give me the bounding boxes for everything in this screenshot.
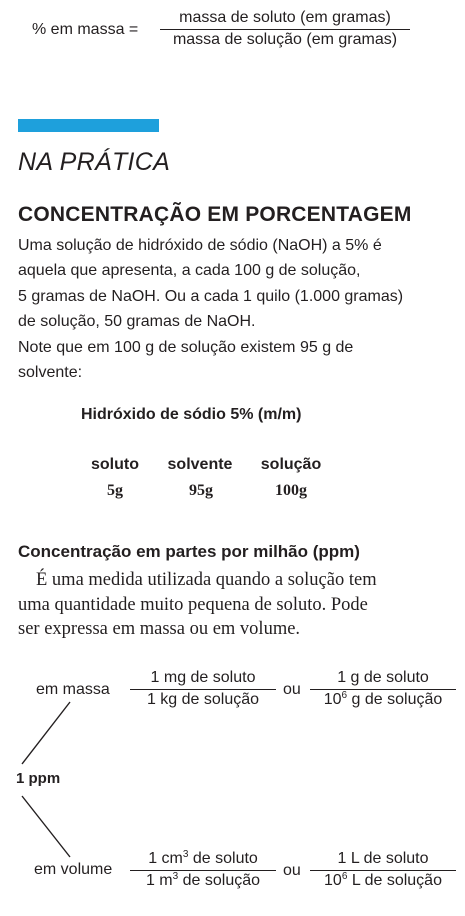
fraction-numerator: 1 $cm^3$ de soluto bbox=[148, 849, 258, 867]
body-line: Uma solução de hidróxido de sódio (NaOH) a 5% é bbox=[18, 237, 382, 254]
mass-fraction-1 bbox=[130, 669, 276, 709]
fraction-denominator: massa de solução (em gramas) bbox=[172, 31, 398, 49]
body-line: Note que em 100 g de solução existem 95 g de bbox=[18, 338, 354, 356]
fraction-numerator: 1 L de soluto bbox=[337, 850, 429, 867]
ppm-text-line: É uma medida utilizada quando a solução tem bbox=[36, 570, 377, 590]
example-header-solucao: solução bbox=[260, 456, 322, 473]
example-title: Hidróxido de sódio 5% (m/m) bbox=[81, 406, 302, 423]
body-line: solvente: bbox=[18, 364, 83, 382]
example-header-solvente: solvente bbox=[167, 456, 233, 473]
percent-mass-label: % em massa = bbox=[32, 21, 139, 38]
example-value-solvente: 95g bbox=[189, 482, 213, 499]
example-value-solucao: 100g bbox=[275, 482, 307, 499]
ppm-center-label: 1 ppm bbox=[16, 770, 61, 787]
example-header-soluto: soluto bbox=[91, 456, 139, 473]
mass-fraction-2 bbox=[310, 669, 456, 709]
fraction-denominator: 1 $m^3$ de solução bbox=[145, 871, 261, 890]
fraction-bar bbox=[130, 689, 276, 690]
section-label: NA PRÁTICA bbox=[18, 148, 171, 176]
example-value-soluto: 5g bbox=[107, 482, 123, 499]
fraction-denominator: $10^6$ L de solução bbox=[324, 871, 442, 890]
body-line: 5 gramas de NaOH. Ou a cada 1 quilo (1.000 gramas) bbox=[18, 287, 404, 305]
ppm-or-volume: ou bbox=[283, 862, 301, 879]
ppm-mass-label: em massa bbox=[36, 681, 110, 698]
body-line: aquela que apresenta, a cada 100 g de solução, bbox=[18, 262, 361, 280]
fraction-denominator: $10^6$ g de solução bbox=[323, 690, 443, 709]
volume-fraction-2 bbox=[310, 850, 456, 890]
ppm-volume-label: em volume bbox=[34, 861, 113, 878]
section-heading: CONCENTRAÇÃO EM PORCENTAGEM bbox=[18, 203, 412, 226]
fraction-numerator: 1 mg de soluto bbox=[150, 669, 256, 686]
fraction-numerator: 1 g de soluto bbox=[337, 669, 429, 686]
fraction-denominator: 1 kg de solução bbox=[146, 691, 260, 709]
fraction-numerator: massa de soluto (em gramas) bbox=[179, 9, 391, 26]
ppm-text-line: uma quantidade muito pequena de soluto. Pode bbox=[18, 594, 368, 615]
volume-fraction-1 bbox=[130, 850, 276, 890]
ppm-or-mass: ou bbox=[283, 681, 301, 698]
ppm-heading: Concentração em partes por milhão (ppm) bbox=[18, 542, 360, 561]
body-line: de solução, 50 gramas de NaOH. bbox=[18, 313, 256, 331]
ppm-text-line: ser expressa em massa ou em volume. bbox=[18, 619, 301, 639]
